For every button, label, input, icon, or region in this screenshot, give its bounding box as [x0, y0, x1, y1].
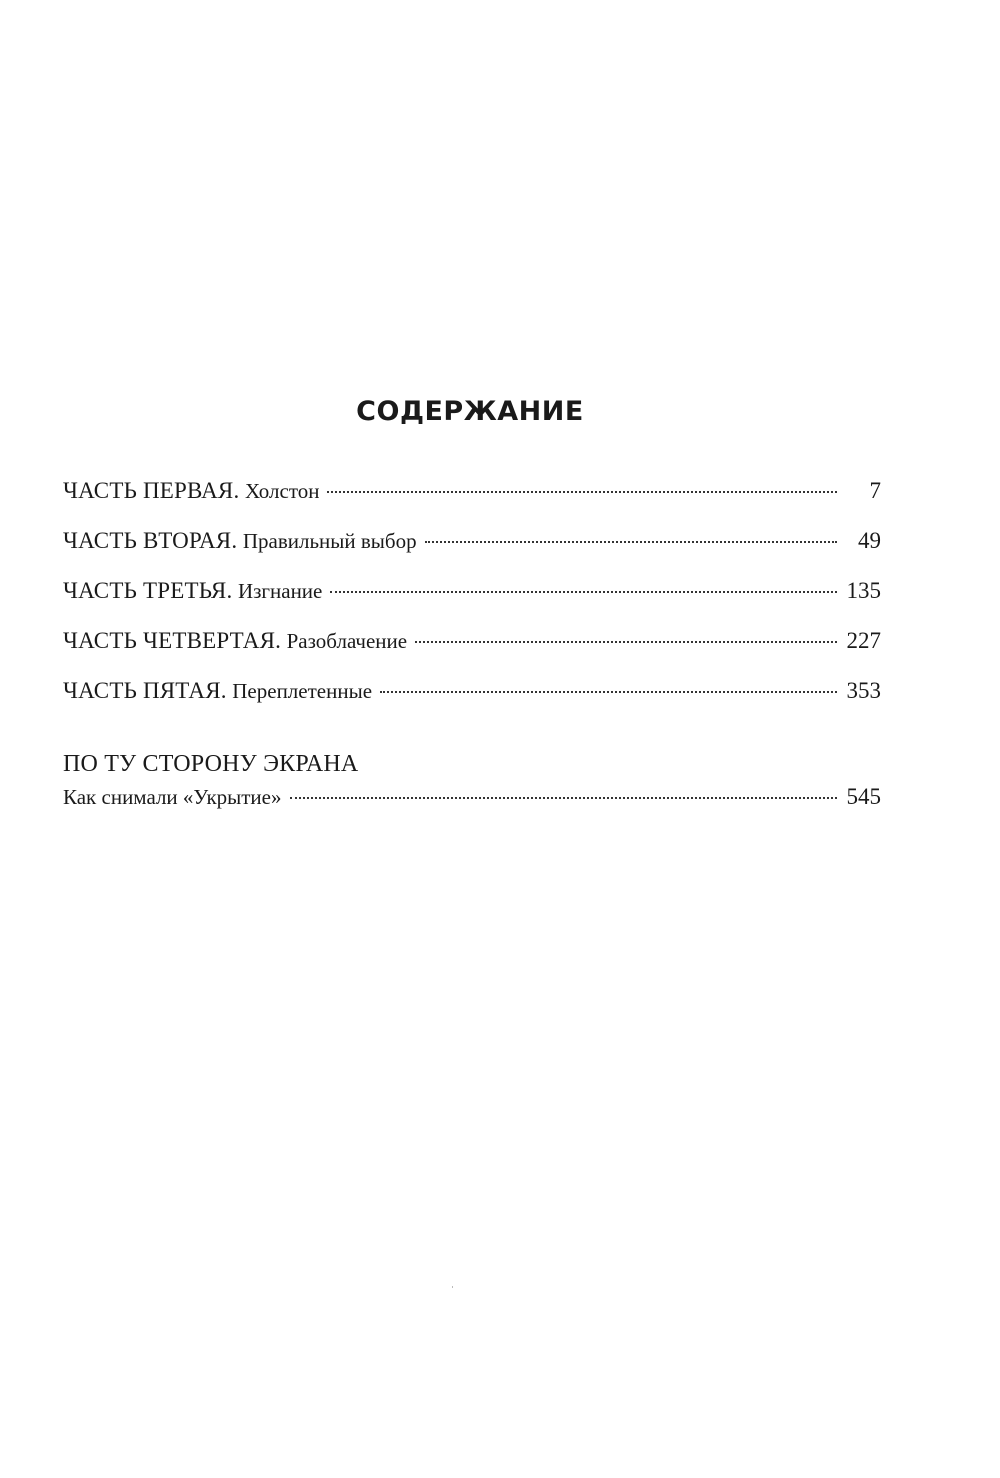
part-title: Разоблачение: [286, 629, 408, 653]
toc-entry: [63, 578, 881, 628]
part-label: ЧАСТЬ ЧЕТВЕРТАЯ: [63, 628, 276, 653]
part-label: ЧАСТЬ ТРЕТЬЯ: [63, 578, 227, 603]
dot-leader: [327, 491, 837, 493]
dot-leader: [415, 641, 837, 643]
label-separator: .: [226, 578, 238, 603]
dot-leader: [290, 797, 838, 799]
page-number: 7: [869, 478, 881, 503]
dot-leader: [330, 591, 837, 593]
part-label: ЧАСТЬ ПЕРВАЯ: [63, 478, 234, 503]
page-number: 49: [858, 528, 881, 553]
toc-entry: [63, 678, 881, 728]
toc-heading: СОДЕРЖАНИЕ: [356, 396, 584, 427]
page-number: 545: [846, 784, 881, 809]
scan-speck: [452, 1286, 453, 1288]
part-label: ЧАСТЬ ВТОРАЯ: [63, 528, 232, 553]
part-title: Холстон: [244, 479, 320, 503]
part-title: Правильный выбор: [242, 529, 417, 553]
toc-entry: [63, 478, 881, 528]
part-title: Как снимали «Укрытие»: [63, 785, 282, 809]
part-label: ЧАСТЬ ПЯТАЯ: [63, 678, 221, 703]
toc-entry: [63, 528, 881, 578]
appendix-heading: ПО ТУ СТОРОНУ ЭКРАНА: [63, 751, 359, 777]
label-separator: .: [275, 628, 287, 653]
appendix-section: [63, 748, 881, 810]
label-separator: .: [231, 528, 243, 553]
page-number: 353: [846, 678, 881, 703]
toc-entry: [63, 784, 881, 810]
dot-leader: [380, 691, 837, 693]
label-separator: .: [233, 478, 245, 503]
page-number: 135: [846, 578, 881, 603]
dot-leader: [425, 541, 837, 543]
page-number: 227: [846, 628, 881, 653]
toc-entry: [63, 628, 881, 678]
part-title: Изгнание: [237, 579, 323, 603]
label-separator: .: [220, 678, 233, 703]
toc-list: [63, 478, 881, 728]
part-title: Переплетенные: [232, 679, 373, 703]
